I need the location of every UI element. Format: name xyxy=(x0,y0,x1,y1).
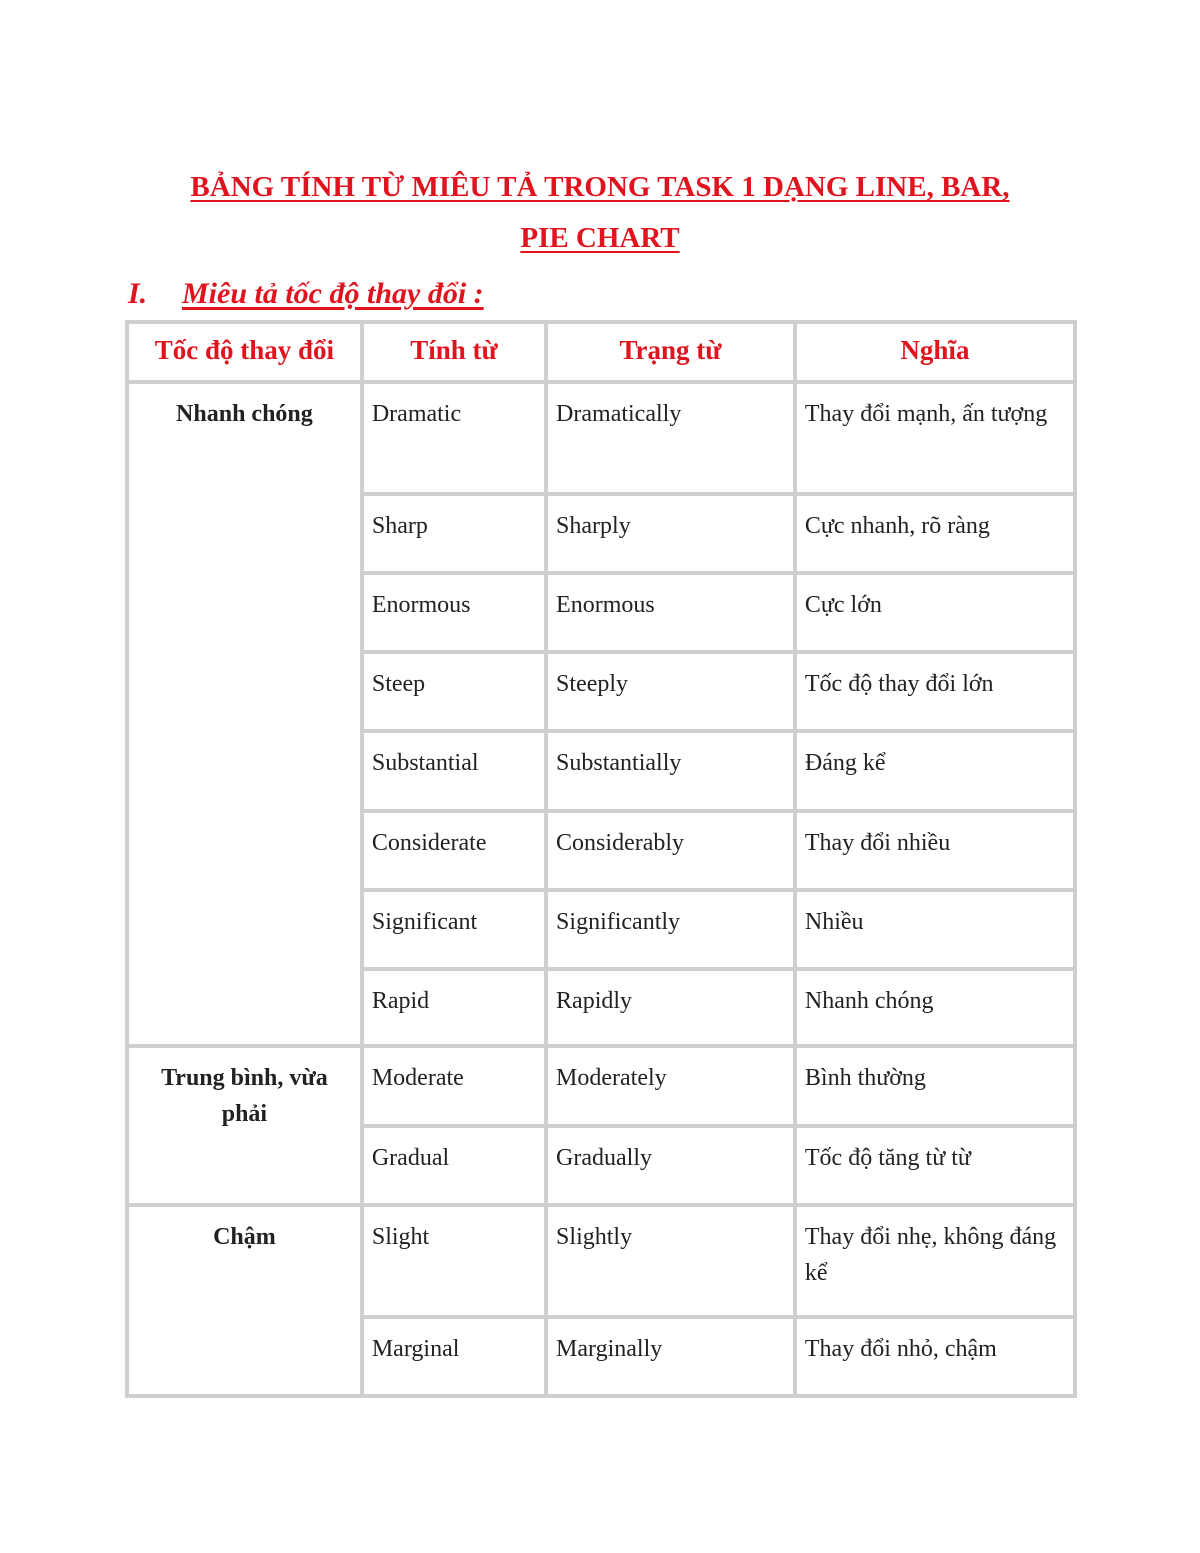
meaning-cell: Thay đổi nhiều xyxy=(795,811,1075,890)
header-adverb: Trạng từ xyxy=(546,322,795,382)
adverb-cell: Enormous xyxy=(546,573,795,652)
document-title-line-2: PIE CHART xyxy=(520,222,680,254)
table-body xyxy=(127,382,1075,1396)
adverb-cell: Substantially xyxy=(546,731,795,811)
adjective-cell: Significant xyxy=(362,890,546,969)
section-title: Miêu tả tốc độ thay đổi : xyxy=(182,277,484,310)
table-row xyxy=(127,1046,1075,1126)
meaning-cell: Cực nhanh, rõ ràng xyxy=(795,494,1075,573)
meaning-cell: Đáng kể xyxy=(795,731,1075,811)
adverb-cell: Sharply xyxy=(546,494,795,573)
adverb-cell: Slightly xyxy=(546,1205,795,1317)
speed-group-label: Trung bình, vừa phải xyxy=(127,1046,362,1205)
adjective-cell: Moderate xyxy=(362,1046,546,1126)
adjective-cell: Marginal xyxy=(362,1317,546,1396)
adjective-table xyxy=(125,320,1077,1398)
section-number: I. xyxy=(128,277,148,310)
adjective-cell: Steep xyxy=(362,652,546,731)
adverb-cell: Marginally xyxy=(546,1317,795,1396)
speed-group-label: Nhanh chóng xyxy=(127,382,362,1046)
meaning-cell: Cực lớn xyxy=(795,573,1075,652)
adverb-cell: Gradually xyxy=(546,1126,795,1205)
header-speed: Tốc độ thay đổi xyxy=(127,322,362,382)
adjective-cell: Rapid xyxy=(362,969,546,1046)
table-header-row xyxy=(127,322,1075,382)
adjective-cell: Substantial xyxy=(362,731,546,811)
adjective-cell: Slight xyxy=(362,1205,546,1317)
document-title-line-1: BẢNG TÍNH TỪ MIÊU TẢ TRONG TASK 1 DẠNG LINE, BAR, xyxy=(190,171,1010,203)
adverb-cell: Moderately xyxy=(546,1046,795,1126)
adjective-cell: Sharp xyxy=(362,494,546,573)
table-row xyxy=(127,1205,1075,1317)
meaning-cell: Thay đổi nhẹ, không đáng kể xyxy=(795,1205,1075,1317)
meaning-cell: Nhiều xyxy=(795,890,1075,969)
adjective-cell: Gradual xyxy=(362,1126,546,1205)
document-title xyxy=(0,162,1200,264)
meaning-cell: Thay đổi mạnh, ấn tượng xyxy=(795,382,1075,494)
speed-group-label: Chậm xyxy=(127,1205,362,1396)
meaning-cell: Tốc độ thay đổi lớn xyxy=(795,652,1075,731)
adverb-cell: Dramatically xyxy=(546,382,795,494)
adjective-cell: Considerate xyxy=(362,811,546,890)
header-adjective: Tính từ xyxy=(362,322,546,382)
adverb-cell: Steeply xyxy=(546,652,795,731)
meaning-cell: Tốc độ tăng từ từ xyxy=(795,1126,1075,1205)
adverb-cell: Significantly xyxy=(546,890,795,969)
meaning-cell: Nhanh chóng xyxy=(795,969,1075,1046)
meaning-cell: Bình thường xyxy=(795,1046,1075,1126)
table-row xyxy=(127,382,1075,494)
section-heading xyxy=(128,277,484,311)
adjective-cell: Enormous xyxy=(362,573,546,652)
adverb-cell: Rapidly xyxy=(546,969,795,1046)
meaning-cell: Thay đổi nhỏ, chậm xyxy=(795,1317,1075,1396)
adverb-cell: Considerably xyxy=(546,811,795,890)
adjective-cell: Dramatic xyxy=(362,382,546,494)
header-meaning: Nghĩa xyxy=(795,322,1075,382)
